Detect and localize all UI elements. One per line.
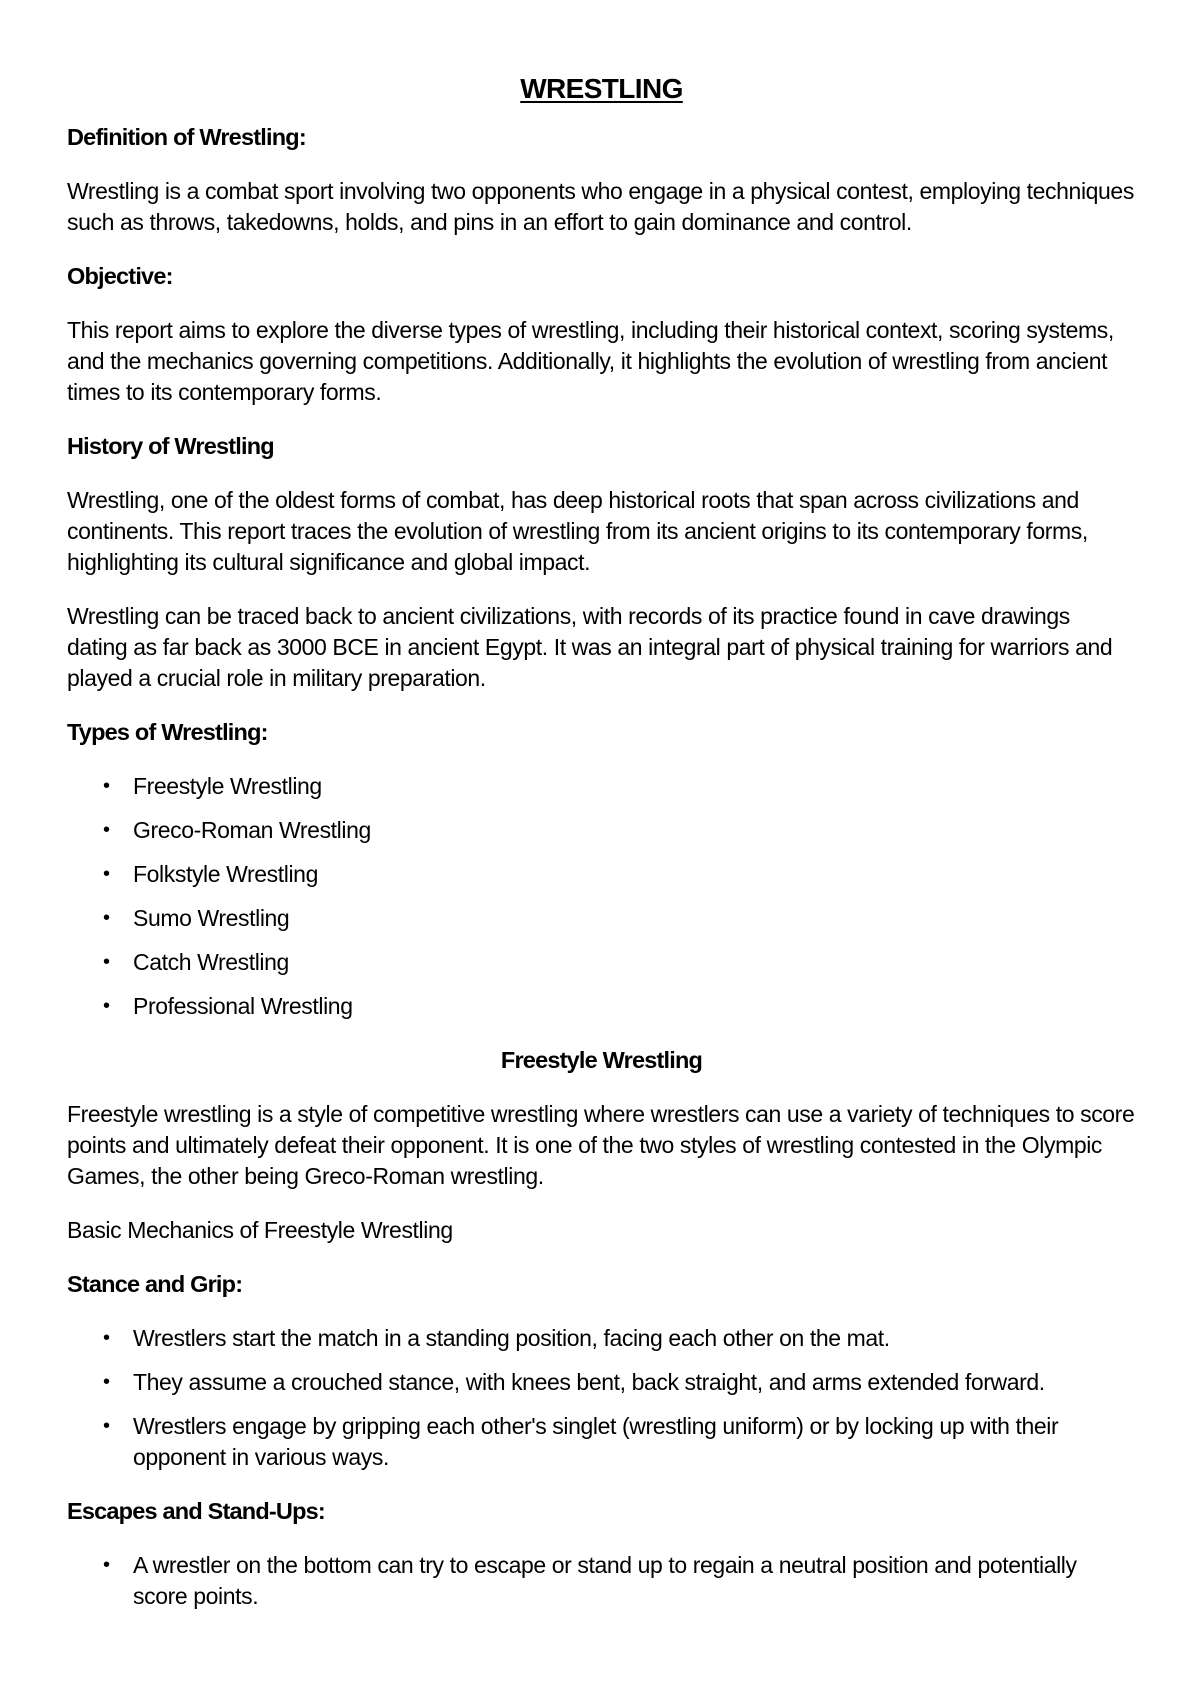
heading-stance-and-grip: Stance and Grip:	[67, 1271, 243, 1297]
list-item-text: Greco-Roman Wrestling	[133, 817, 371, 843]
list-item-text: A wrestler on the bottom can try to escape or stand up to regain a neutral position and potentially score points.	[133, 1552, 1077, 1609]
list-item-text: Wrestlers engage by gripping each other's singlet (wrestling uniform) or by locking up with their opponent in various ways.	[133, 1413, 1059, 1470]
heading-definition: Definition of Wrestling:	[67, 124, 306, 150]
list-item	[67, 1550, 1136, 1612]
paragraph-definition: Wrestling is a combat sport involving two opponents who engage in a physical contest, employing techniques such as throws, takedowns, holds, and pins in an effort to gain dominance and control.	[67, 178, 1134, 235]
list-item-text: They assume a crouched stance, with knees bent, back straight, and arms extended forward.	[133, 1369, 1045, 1395]
heading-objective: Objective:	[67, 263, 173, 289]
document-title: WRESTLING	[520, 73, 683, 104]
paragraph-objective: This report aims to explore the diverse types of wrestling, including their historical context, scoring systems, and the mechanics governing competitions. Additionally, it highlights the evolution of wrestling from ancient times to its contemporary forms.	[67, 317, 1114, 405]
list-item	[67, 903, 1136, 934]
list-item-text: Folkstyle Wrestling	[133, 861, 318, 887]
list-item	[67, 947, 1136, 978]
list-item	[67, 1367, 1136, 1398]
heading-types: Types of Wrestling:	[67, 719, 268, 745]
list-item-text: Wrestlers start the match in a standing position, facing each other on the mat.	[133, 1325, 890, 1351]
types-of-wrestling-list	[67, 771, 1136, 1022]
list-item-text: Freestyle Wrestling	[133, 773, 322, 799]
paragraph-freestyle: Freestyle wrestling is a style of competitive wrestling where wrestlers can use a variety of techniques to score points and ultimately defeat their opponent. It is one of the two styles of wrestling contested in the Olympic Games, the other being Greco-Roman wrestling.	[67, 1101, 1135, 1189]
paragraph-basic-mechanics: Basic Mechanics of Freestyle Wrestling	[67, 1217, 453, 1243]
heading-freestyle-wrestling: Freestyle Wrestling	[500, 1047, 703, 1073]
list-item	[67, 1411, 1136, 1473]
escapes-list	[67, 1550, 1136, 1612]
paragraph-history-1: Wrestling, one of the oldest forms of combat, has deep historical roots that span across civilizations and continents. This report traces the evolution of wrestling from its ancient origins to its contemporary forms, highlighting its cultural significance and global impact.	[67, 487, 1088, 575]
heading-escapes-and-stand-ups: Escapes and Stand-Ups:	[67, 1498, 325, 1524]
list-item-text: Professional Wrestling	[133, 993, 353, 1019]
list-item-text: Sumo Wrestling	[133, 905, 290, 931]
heading-history: History of Wrestling	[67, 433, 274, 459]
list-item	[67, 859, 1136, 890]
list-item	[67, 991, 1136, 1022]
stance-and-grip-list	[67, 1323, 1136, 1473]
paragraph-history-2: Wrestling can be traced back to ancient civilizations, with records of its practice found in cave drawings dating as far back as 3000 BCE in ancient Egypt. It was an integral part of physical training for warriors and played a crucial role in military preparation.	[67, 603, 1113, 691]
list-item	[67, 815, 1136, 846]
list-item	[67, 771, 1136, 802]
list-item	[67, 1323, 1136, 1354]
list-item-text: Catch Wrestling	[133, 949, 289, 975]
